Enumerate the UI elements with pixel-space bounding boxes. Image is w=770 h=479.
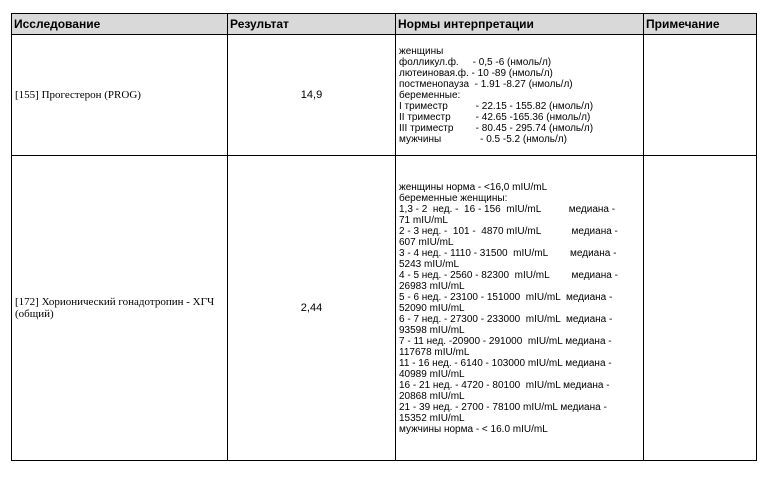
norm-line: беременные: (399, 89, 461, 101)
norm-line: 607 mIU/mL (399, 236, 454, 248)
header-study: Исследование (12, 14, 228, 35)
norm-line: 93598 mIU/mL (399, 324, 465, 336)
result-value: 14,9 (228, 35, 396, 156)
norm-line: мужчины норма - < 16.0 mIU/mL (399, 423, 548, 435)
norm-line: женщины норма - <16,0 mIU/mL (399, 181, 548, 193)
results-table (11, 13, 757, 461)
norm-line: мужчины - 0.5 -5.2 (нмоль/л) (399, 133, 567, 145)
norm-line: 71 mIU/mL (399, 214, 448, 226)
study-name: [155] Прогестерон (PROG) (12, 35, 228, 156)
norm-line: I триместр - 22.15 - 155.82 (нмоль/л) (399, 100, 594, 112)
norm-line: 16 - 21 нед. - 4720 - 80100 mIU/mL медиана - (399, 379, 610, 391)
norm-line: II триместр - 42.65 -165.36 (нмоль/л) (399, 111, 591, 123)
norm-line: 5 - 6 нед. - 23100 - 151000 mIU/mL медиана - (399, 291, 613, 303)
header-norms: Нормы интерпретации (396, 14, 644, 35)
study-name: [172] Хорионический гонадотропин - ХГЧ (общий) (12, 156, 228, 461)
header-note: Примечание (644, 14, 757, 35)
norm-line: 15352 mIU/mL (399, 412, 465, 424)
norm-line: 40989 mIU/mL (399, 368, 465, 380)
table-row (12, 156, 757, 461)
norm-line: 5243 mIU/mL (399, 258, 460, 270)
norm-line: лютеиновая.ф. - 10 -89 (нмоль/л) (399, 67, 553, 79)
norm-line: III триместр - 80.45 - 295.74 (нмоль/л) (399, 122, 594, 134)
norm-line: 6 - 7 нед. - 27300 - 233000 mIU/mL медиана - (399, 313, 613, 325)
norm-line: 21 - 39 нед. - 2700 - 78100 mIU/mL медиана - (399, 401, 607, 413)
norm-line: постменопауза - 1.91 -8.27 (нмоль/л) (399, 78, 573, 90)
norm-line: 7 - 11 нед. -20900 - 291000 mIU/mL медиана - (399, 335, 612, 347)
norm-line: 26983 mIU/mL (399, 280, 465, 292)
norm-line: 11 - 16 нед. - 6140 - 103000 mIU/mL медиана - (399, 357, 612, 369)
norm-line: 3 - 4 нед. - 1110 - 31500 mIU/mL медиана - (399, 247, 617, 259)
norm-line: фолликул.ф. - 0,5 -6 (нмоль/л) (399, 56, 552, 68)
norm-line: 117678 mIU/mL (399, 346, 470, 358)
norms-cell (396, 35, 644, 156)
note-cell (644, 156, 757, 461)
norm-line: 52090 mIU/mL (399, 302, 465, 314)
norms-cell (396, 156, 644, 461)
norm-line: 1,3 - 2 нед. - 16 - 156 mIU/mL медиана - (399, 203, 616, 215)
norm-line: 4 - 5 нед. - 2560 - 82300 mIU/mL медиана - (399, 269, 618, 281)
norm-line: беременные женщины: (399, 192, 508, 204)
norm-line: 2 - 3 нед. - 101 - 4870 mIU/mL медиана - (399, 225, 618, 237)
note-cell (644, 35, 757, 156)
norm-line: женщины (399, 45, 444, 57)
norm-line: 20868 mIU/mL (399, 390, 465, 402)
result-value: 2,44 (228, 156, 396, 461)
table-row (12, 35, 757, 156)
header-result: Результат (228, 14, 396, 35)
header-row (12, 14, 757, 35)
